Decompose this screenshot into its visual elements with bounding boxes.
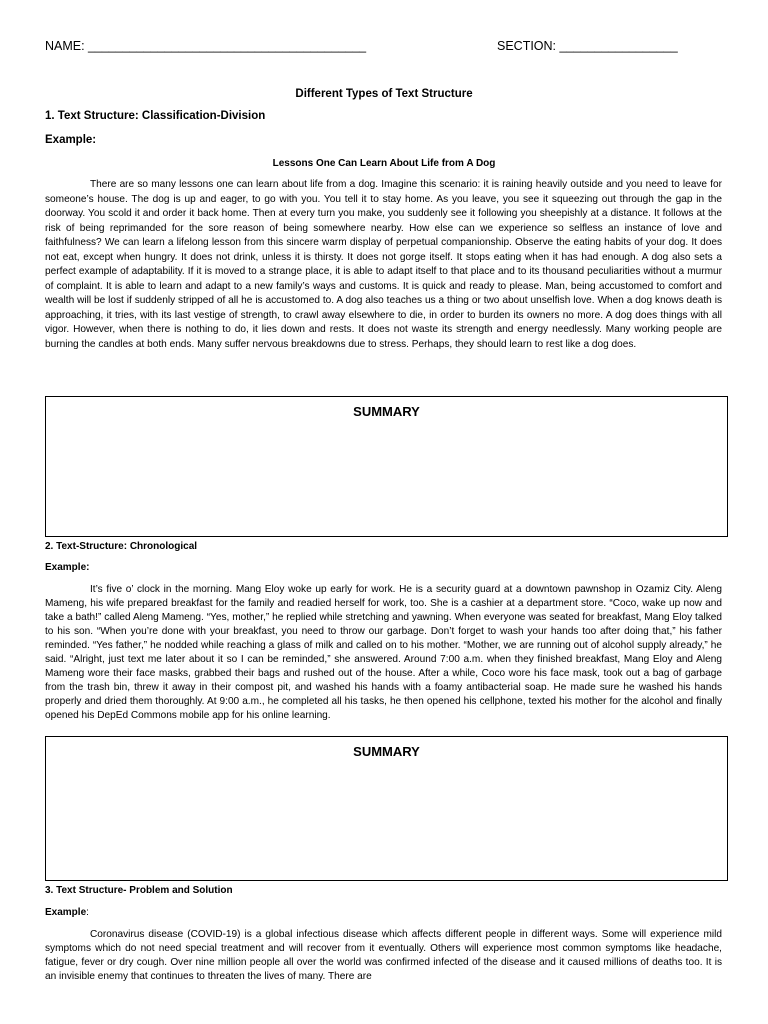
section-field-label: SECTION: _________________ [497,39,678,53]
section-1-heading: 1. Text Structure: Classification-Division [45,110,266,122]
section-3-example-colon: : [86,907,89,918]
passage-2-text: It’s five o’ clock in the morning. Mang Eloy woke up early for work. He is a security guard at a downtown pawnshop in Ozamiz City. Aleng Mameng, his wife prepared breakfast for the family and readied herself for work, too. She is a cashier at a department store. “Coco, wake up now and take a bath!” called Aleng Mameng. “Yes, mother,” he replied while stretching and yawning. When everyone was seated for breakfast, Mang Eloy talked to his son. “When you’re done with your breakfast, you need to throw our garbage. Don’t forget to wash your hands too after doing that,” his father reminded. “Yes father,” he nodded while reaching a glass of milk and called on to his mother. “Mother, we are running out of alcohol supply already,” he said. “Alright, just text me later about it so I can be reminded,” she answered. Around 7:00 a.m. when they finished breakfast, Mang Eloy and Aleng Mameng wore their face masks, grabbed their bags and rushed out of the house. After a while, Coco wore his face mask, took out a bag of garbage from the trash bin, threw it away in their compost pit, and washed his hands with a foamy antibacterial soap. He made sure he washed his hands properly and dried them thoroughly. At 9:00 a.m., he completed all his tasks, he then opened his cellphone, texted his mother for the alcohol and finally opened his DepEd Commons mobile app for his online learning. [45,584,722,722]
section-2-heading: 2. Text-Structure: Chronological [45,541,198,552]
section-2-example-label: Example: [45,562,90,573]
passage-1-title: Lessons One Can Learn About Life from A Dog [272,158,496,169]
document-title: Different Types of Text Structure [295,88,473,100]
summary-box-2[interactable] [45,736,728,881]
passage-3-text: Coronavirus disease (COVID-19) is a global infectious disease which affects different people in different ways. Some will experience mild symptoms which do not need special treatment and will recover from it eventually. Others will experience most common symptoms like headache, fatigue, fever or dry cough. Over nine million people all over the world was confirmed infected of the disease and it caused millions of deaths too. It is an invisible enemy that continues to threaten the lives of many. There are [45,929,722,983]
summary-box-1[interactable] [45,396,728,537]
summary-box-1-label: SUMMARY [353,404,420,419]
name-field-label: NAME: ________________________________________ [45,39,367,53]
section-3-heading: 3. Text Structure- Problem and Solution [45,885,233,896]
section-1-example-label: Example: [45,134,97,146]
section-3-example-word: Example [45,907,87,918]
summary-box-2-label: SUMMARY [353,744,420,759]
section-3-example-label [45,907,89,918]
passage-1-text: There are so many lessons one can learn about life from a dog. Imagine this scenario: it is raining heavily outside and you need to leave for someone’s house. The dog is up and eager, to go with you. You tell it to stay home. As you leave, you see it squeezing out through the gap in the doorway. You scold it and order it back home. Then at every turn you make, you suddenly see it following you sheepishly at a distance. It follows at the risk of being reprimanded for the sore reason of being somewhere nearby. How else can we experience so selfless an instance of love and faithfulness? We can learn a lifelong lesson from this sincere warm display of perpetual companionship. Observe the eating habits of your dog. It does not eat, except when hungry. It does not drink, unless it is thirsty. It does not gorge itself. It stops eating when it has had enough. A dog also sets a perfect example of adaptability. If it is moved to a strange place, it is able to adapt itself to that place and to its thousand peculiarities without a murmur of complaint. It is able to learn and adapt to a new family’s ways and customs. It is quick and ready to please. Man, being accustomed to comfort and wealth will be lost if suddenly stripped of all he is accustomed to. A dog also teaches us a thing or two about unselfish love. When a dog knows death is approaching, it tries, with its last vestige of strength, to crawl away elsewhere to die, in order to burden its owners no more. A dog does things with all vigor. However, when there is nothing to do, it lies down and rests. It does not waste its strength and energy needlessly. Many working people are burning the candles at both ends. Many suffer nervous breakdowns due to stress. Perhaps, they should learn to rest like a dog does. [45,179,722,351]
